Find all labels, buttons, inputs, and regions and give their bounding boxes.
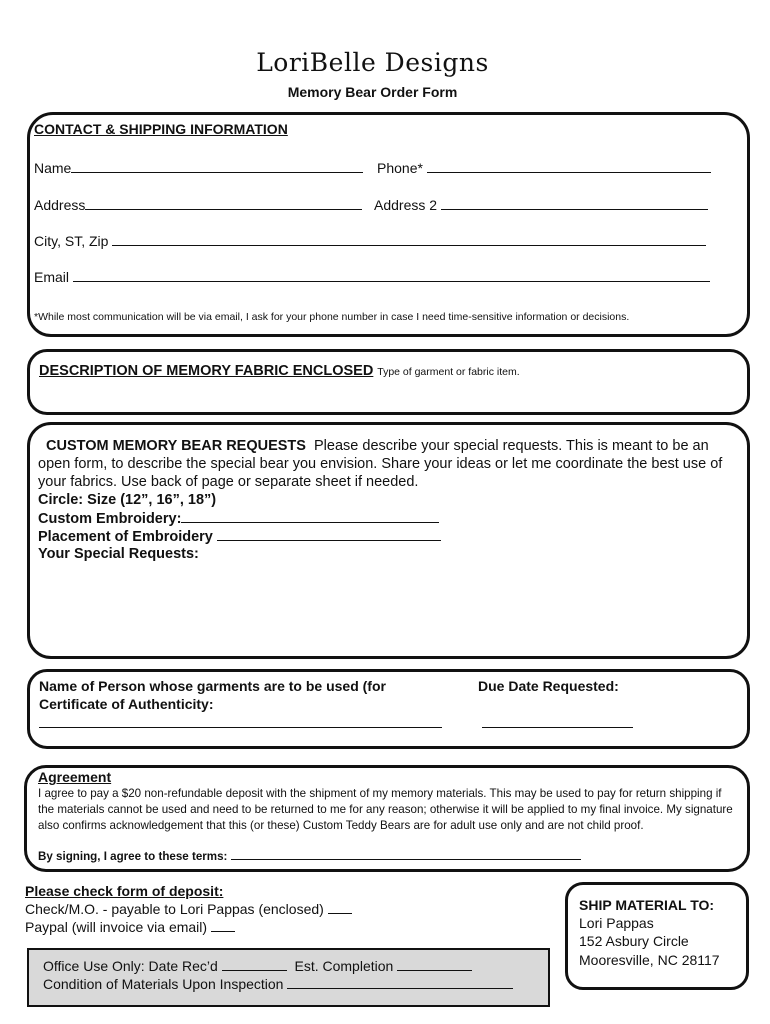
form-title: Memory Bear Order Form [287,84,458,100]
due-date-field[interactable] [482,727,633,728]
office-date-field[interactable] [222,958,287,971]
paypal-option-checkbox[interactable] [211,919,235,932]
contact-section [27,112,750,337]
ship-heading: SHIP MATERIAL TO: [579,897,715,913]
person-label-line2: Certificate of Authenticity: [39,696,214,712]
phone-field[interactable] [427,160,711,173]
paypal-option-row [25,919,235,935]
paypal-option-label: Paypal (will invoice via email) [25,919,208,935]
custom-heading: CUSTOM MEMORY BEAR REQUESTS [46,438,306,454]
due-date-label: Due Date Requested: [478,678,619,694]
embroidery-label: Custom Embroidery: [38,511,182,527]
fabric-heading: DESCRIPTION OF MEMORY FABRIC ENCLOSED [39,363,374,379]
signature-field[interactable] [231,849,581,860]
custom-intro: Please describe your special requests. This is meant to be an open form, to describe the special bear you envision. Share your ideas or let me coordinate the best use of your fabrics. Use back of page or separate sheet if needed. [38,438,723,490]
contact-heading: CONTACT & SHIPPING INFORMATION [34,121,288,137]
deposit-heading: Please check form of deposit: [25,883,224,899]
brand-logo-text: LoriBelle Designs [256,48,489,77]
address-label: Address [34,197,86,213]
address-field[interactable] [85,197,362,210]
agreement-text: I agree to pay a $20 non-refundable deposit with the shipment of my memory materials. This may be used to pay for return shipping if the materials cannot be used and need to be returned to me for any reason; otherwise it will be applied to my final invoice. My signature also confirms acknowledgement that this (or these) Custom Teddy Bears are for adult use only and are not child proof. [38,787,733,832]
email-field-row [34,269,710,285]
condition-label: Condition of Materials Upon Inspection [43,976,284,992]
placement-label: Placement of Embroidery [38,529,213,545]
size-label: Circle: Size (12”, 16”, 18”) [38,492,217,508]
placement-row [38,528,441,545]
person-name-field[interactable] [39,727,442,728]
email-label: Email [34,269,70,285]
city-field[interactable] [112,233,706,246]
signature-row [38,849,581,863]
completion-label: Est. Completion [294,958,394,974]
agreement-heading: Agreement [38,769,112,785]
person-label-line1: Name of Person whose garments are to be used (for [39,678,386,694]
completion-field[interactable] [397,958,472,971]
custom-intro-paragraph [38,437,738,491]
special-requests-label: Your Special Requests: [38,546,199,562]
ship-name: Lori Pappas [579,915,654,931]
check-option-row [25,901,352,917]
fabric-heading-row [39,362,520,379]
email-field[interactable] [73,269,710,282]
name-field-row [34,160,363,176]
embroidery-row [38,510,439,527]
condition-row [43,976,513,992]
address-field-row [34,197,362,213]
city-label: City, ST, Zip [34,233,109,249]
placement-field[interactable] [217,528,441,541]
check-option-label: Check/M.O. - payable to Lori Pappas (enclosed) [25,901,324,917]
signature-label: By signing, I agree to these terms: [38,850,228,863]
ship-city: Mooresville, NC 28117 [579,952,720,968]
address2-label: Address 2 [374,197,438,213]
phone-note: *While most communication will be via email, I ask for your phone number in case I need time-sensitive information or decisions. [34,311,630,323]
fabric-section[interactable] [27,349,750,415]
phone-field-row [377,160,711,176]
phone-label: Phone* [377,160,423,176]
embroidery-field[interactable] [181,510,439,523]
address2-field-row [374,197,708,213]
check-option-checkbox[interactable] [328,901,352,914]
name-label: Name [34,160,72,176]
ship-street: 152 Asbury Circle [579,933,689,949]
city-field-row [34,233,706,249]
name-field[interactable] [71,160,363,173]
address2-field[interactable] [441,197,708,210]
condition-field[interactable] [287,976,513,989]
office-date-row [43,958,472,974]
fabric-hint: Type of garment or fabric item. [377,366,520,378]
office-date-label: Office Use Only: Date Rec’d [43,958,218,974]
